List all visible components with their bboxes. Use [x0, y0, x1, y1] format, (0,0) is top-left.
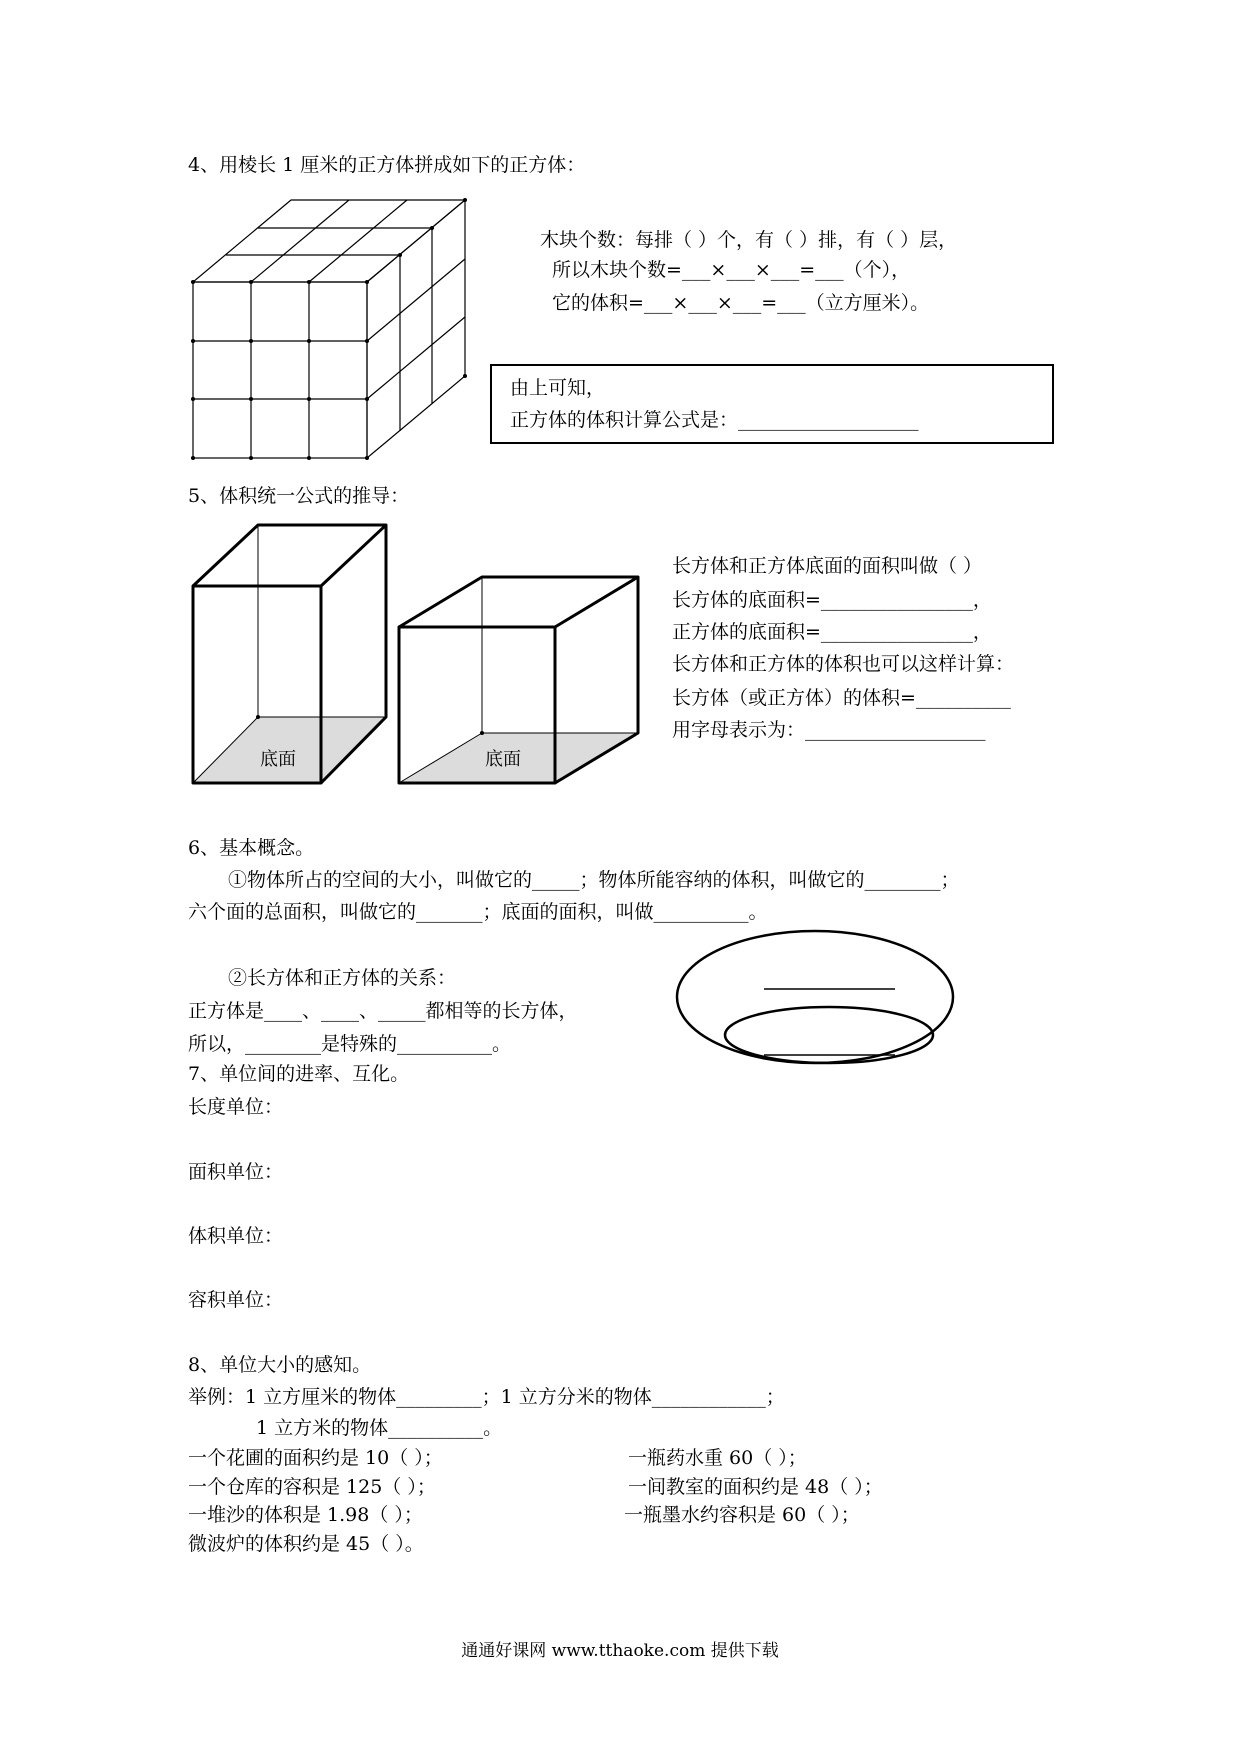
page-footer: 通通好课网 www.tthaoke.com 提供下载 [461, 1641, 779, 1661]
q5-cube-base-area: 正方体的底面积=________________， [672, 621, 992, 643]
base-label-left: 底面 [260, 749, 296, 770]
q5-title: 5、体积统一公式的推导： [188, 485, 410, 507]
q5-cuboid-base-area: 长方体的底面积=________________， [672, 589, 992, 611]
cube-grid-figure [185, 193, 475, 463]
q8-right-item-2: 一间教室的面积约是 48（ ）； [628, 1476, 883, 1498]
q5-volume-blank: 长方体（或正方体）的体积=__________ [672, 687, 1011, 709]
q5-letter-formula: 用字母表示为：___________________ [672, 719, 986, 741]
q8-example-line1: 举例：1 立方厘米的物体_________；1 立方分米的物体____________； [188, 1386, 785, 1408]
q6-relation-line1: 正方体是____、____、_____都相等的长方体， [188, 1000, 578, 1022]
q8-left-item-3: 一堆沙的体积是 1.98（ ）； [188, 1504, 423, 1526]
q4-title: 4、用棱长 1 厘米的正方体拼成如下的正方体： [188, 154, 586, 176]
q4-count-line: 木块个数：每排（ ）个，有（ ）排，有（ ）层， [540, 229, 958, 251]
cube-volume-formula-box [490, 364, 1054, 444]
set-relation-ellipses [670, 925, 960, 1075]
box-intro: 由上可知， [510, 377, 606, 399]
q8-right-item-1: 一瓶药水重 60（ ）； [628, 1447, 807, 1469]
q8-left-item-4: 微波炉的体积约是 45（ ）。 [188, 1533, 424, 1555]
box-formula-blank: 正方体的体积计算公式是：___________________ [510, 409, 919, 431]
q7-title: 7、单位间的进率、互化。 [188, 1063, 410, 1085]
q7-length-units: 长度单位： [188, 1096, 284, 1118]
q6-title: 6、基本概念。 [188, 837, 315, 859]
q6-relation-line2: 所以，________是特殊的__________。 [188, 1033, 512, 1055]
q8-right-item-3: 一瓶墨水约容积是 60（ ）； [624, 1504, 860, 1526]
q8-title: 8、单位大小的感知。 [188, 1354, 372, 1376]
q7-area-units: 面积单位： [188, 1161, 284, 1183]
q6-concept-line1: ①物体所占的空间的大小，叫做它的_____；物体所能容纳的体积，叫做它的________； [228, 869, 960, 891]
q5-base-area-term: 长方体和正方体底面的面积叫做（ ） [672, 555, 983, 577]
q6-concept-line2: 六个面的总面积，叫做它的_______；底面的面积，叫做__________。 [188, 901, 768, 923]
base-label-right: 底面 [485, 749, 521, 770]
cuboid-and-cube-figure [185, 515, 645, 790]
q8-left-item-2: 一个仓库的容积是 125（ ）； [188, 1476, 436, 1498]
q5-alt-calc: 长方体和正方体的体积也可以这样计算： [672, 653, 1015, 675]
q7-capacity-units: 容积单位： [188, 1289, 284, 1311]
q7-volume-units: 体积单位： [188, 1225, 284, 1247]
q8-example-line2: 1 立方米的物体__________。 [256, 1417, 503, 1439]
q4-volume-formula: 它的体积=___×___×___=___（立方厘米）。 [552, 292, 930, 314]
q4-count-formula: 所以木块个数=___×___×___=___（个）， [552, 259, 911, 281]
q8-left-item-1: 一个花圃的面积约是 10（ ）； [188, 1447, 443, 1469]
q6-relation-title: ②长方体和正方体的关系： [228, 967, 457, 989]
